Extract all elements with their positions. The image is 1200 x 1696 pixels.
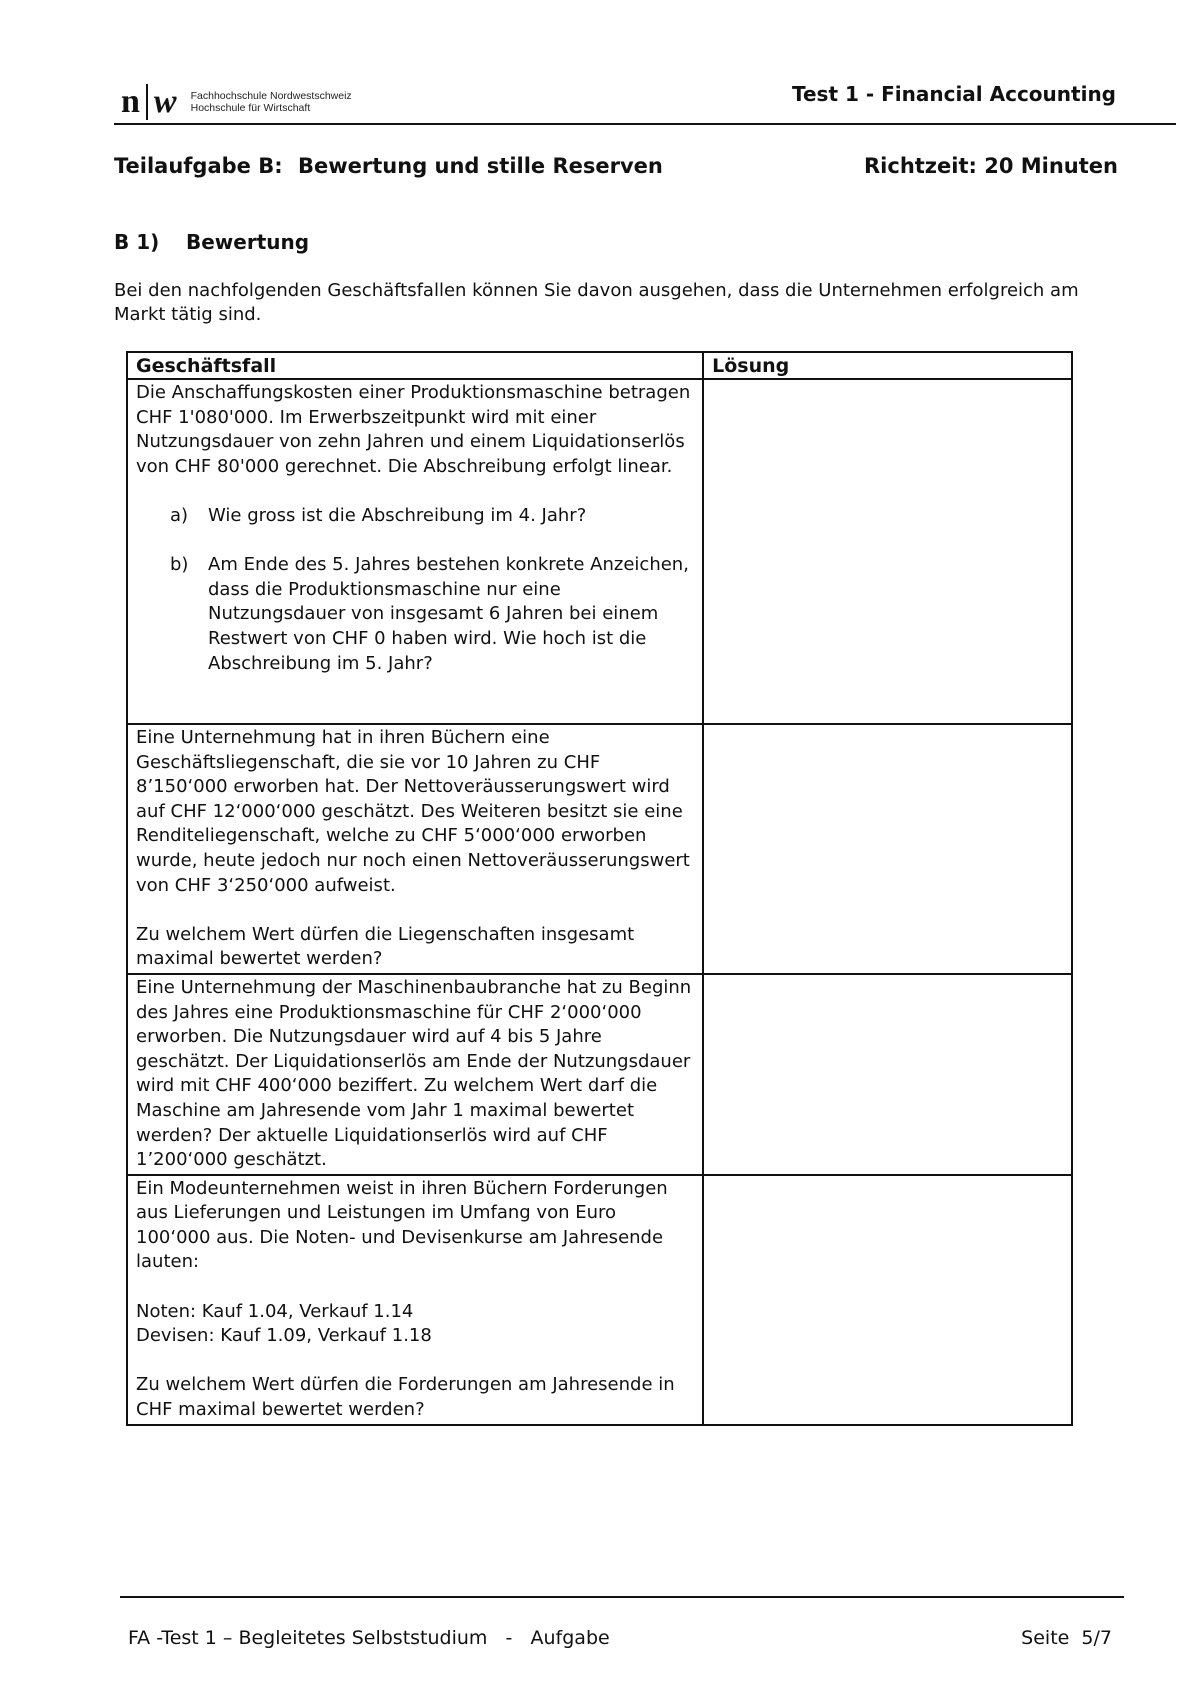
case-cell	[127, 724, 703, 974]
logo-letter-w: w	[153, 83, 177, 120]
time-limit: Richtzeit: 20 Minuten	[864, 154, 1118, 178]
case-cell	[127, 974, 703, 1175]
table-row	[127, 379, 1072, 724]
table-row	[127, 724, 1072, 974]
header-title: Test 1 - Financial Accounting	[791, 82, 1116, 106]
logo-line-1: Fachhochschule Nordwestschweiz	[190, 90, 352, 102]
solution-cell[interactable]	[703, 974, 1072, 1175]
case-question: Zu welchem Wert dürfen die Forderungen am Jahresende in CHF maximal bewertet werden?	[136, 1374, 675, 1421]
header-divider	[114, 123, 1176, 125]
sub-question	[136, 504, 694, 529]
table-row	[127, 1175, 1072, 1425]
solution-cell[interactable]	[703, 1175, 1072, 1425]
case-text: Ein Modeunternehmen weist in ihren Büchern Forderungen aus Lieferungen und Leistungen im Umfang von Euro 100‘000 aus. Die Noten- und Devisenkurse am Jahresende lauten:	[136, 1177, 668, 1273]
section-heading	[114, 154, 663, 178]
case-text: Die Anschaffungskosten einer Produktionsmaschine betragen CHF 1'080'000. Im Erwerbszeitpunkt wird mit einer Nutzungsdauer von zehn Jahren und einem Liquidationserlös von CHF 80'000 gerechnet. Die Abschreibung erfolgt linear.	[136, 382, 691, 477]
subsection-heading	[114, 230, 309, 254]
logo-divider	[146, 84, 148, 120]
logo-letter-n: n	[121, 83, 140, 120]
intro-paragraph: Bei den nachfolgenden Geschäftsfallen können Sie davon ausgehen, dass die Unternehmen erfolgreich am Markt tätig sind.	[114, 280, 1079, 325]
exchange-rate-currency: Devisen: Kauf 1.09, Verkauf 1.18	[136, 1325, 432, 1347]
exchange-rate-notes: Noten: Kauf 1.04, Verkauf 1.14	[136, 1300, 414, 1322]
footer-left: FA -Test 1 – Begleitetes Selbststudium - Aufgabe	[128, 1627, 610, 1649]
school-logo	[121, 84, 352, 120]
section-title: Bewertung und stille Reserven	[298, 154, 663, 178]
case-cell	[127, 379, 703, 724]
section-label: Teilaufgabe B:	[114, 154, 283, 178]
solution-cell[interactable]	[703, 379, 1072, 724]
sub-question-marker: a)	[170, 504, 189, 526]
solution-cell[interactable]	[703, 724, 1072, 974]
sub-question-text: Am Ende des 5. Jahres bestehen konkrete Anzeichen, dass die Produktionsmaschine nur eine Nutzungsdauer von insgesamt 6 Jahren bei einem Restwert von CHF 0 haben wird. Wie hoch ist die Abschreibung im 5. Jahr?	[208, 554, 689, 674]
case-text: Eine Unternehmung der Maschinenbaubranche hat zu Beginn des Jahres eine Produktionsmaschine für CHF 2‘000‘000 erworben. Die Nutzungsdauer wird auf 4 bis 5 Jahre geschätzt. Der Liquidationserlös am Ende der Nutzungsdauer wird mit CHF 400‘000 beziffert. Zu welchem Wert darf die Maschine am Jahresende vom Jahr 1 maximal bewertet werden? Der aktuelle Liquidationserlös wird auf CHF 1’200‘000 geschätzt.	[136, 976, 692, 1171]
logo-text	[191, 90, 352, 114]
case-text: Eine Unternehmung hat in ihren Büchern eine Geschäftsliegenschaft, die sie vor 10 Jahren zu CHF 8’150‘000 erworben hat. Der Nettoveräusserungswert wird auf CHF 12‘000‘000 geschätzt. Des Weiteren besitzt sie eine Renditeliegenschaft, welche zu CHF 5‘000‘000 erworben wurde, heute jedoch nur noch einen Nettoveräusserungswert von CHF 3‘250‘000 aufweist.	[136, 727, 690, 896]
sub-question	[136, 553, 694, 676]
logo-line-2: Hochschule für Wirtschaft	[190, 102, 311, 114]
table-header-row	[127, 352, 1072, 379]
subsection-title: Bewertung	[186, 230, 310, 254]
sub-question-marker: b)	[170, 554, 189, 576]
column-header-solution: Lösung	[703, 352, 1072, 379]
page-number: Seite 5/7	[1021, 1627, 1112, 1649]
case-question: Zu welchem Wert dürfen die Liegenschaften insgesamt maximal bewertet werden?	[136, 923, 635, 970]
case-cell	[127, 1175, 703, 1425]
sub-question-text: Wie gross ist die Abschreibung im 4. Jahr?	[208, 504, 587, 526]
table-row	[127, 974, 1072, 1175]
subsection-label: B 1)	[114, 230, 160, 254]
cases-table	[126, 351, 1073, 1426]
column-header-case: Geschäftsfall	[127, 352, 703, 379]
footer-divider	[120, 1596, 1124, 1598]
